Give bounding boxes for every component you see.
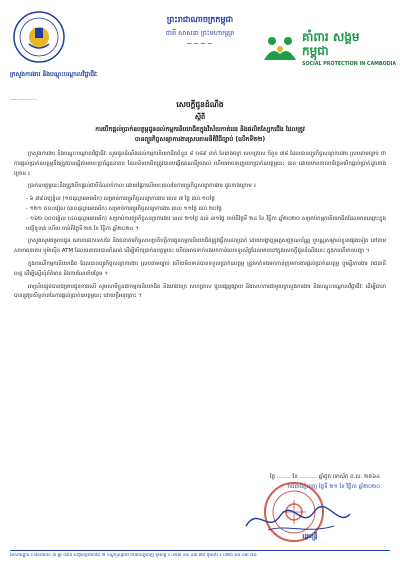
social-protection-khmer: គាំពារ សង្គម កម្ពុជា <box>302 30 360 58</box>
social-protection-title <box>302 30 397 67</box>
date-lunar: ថ្ងៃ ........ ខែ .......... ឆ្នាំជូត ទោស័ក ព.ស. ២៥៦៤ <box>269 474 380 480</box>
paragraph-1: ក្រសួងការងារ និងបណ្តុះបណ្តាលវិជ្ជាជីវៈ សូមជូនដំណឹងដល់កម្មករនិយោជិតចំនួន ៨ ០៨៩ នាក់ នៃរោងចក្រ សហគ្រាស ចំនួន ៧៨ ដែលបានព្យួរកិច្ចសន្យាការងារ ស្របតាមច្បាប់ ថាការផ្តល់ប្រាក់ឧបត្ថម្ភនឹងត្រូវបានធ្វើតាមរយៈប្រព័ន្ធធនាគារ ដែលនិយោជិតត្រូវបានបង្កើតគណនីរួចរាល់ ហើយអាចទាញយកប្រាក់ឧបត្ថម្ភនេះ បាន ដោយមានកាលបរិច្ឆេទបើកផ្តល់ប្រាក់ដូចខាងក្រោម ៖ <box>14 151 386 177</box>
document-body <box>14 150 386 305</box>
list-item: - ១២១ ៥០០រៀល (៣០ដុល្លារអាមេរិក) សម្រាប់ការព្យួរកិច្ចសន្យាការងារ ពេល ១១ថ្ងៃ ដល់ ២០ថ្ងៃ <box>26 205 386 215</box>
paragraph-4: ក្នុងករណីកម្មករនិយោជិត ដែលបានព្យួរកិច្ចសន្យាការងារ ស្របតាមច្បាប់ ហើយមិនទាន់បានទទួលប្រាក់ឧបត្ថម្ភ ត្រូវទាក់ទងមកកាន់ក្រុមការងារផ្តល់ប្រាក់ឧបត្ថម្ភ ឬមន្ទីរការងារ រាជធានី ខេត្ត ដើម្បីស្នើសុំព័ត៌មាន និងការណែនាំបន្ថែម ។ <box>14 260 386 277</box>
list-item: - ៦ ៧៩០ប្រៀល (១៥ដុល្លារអាមេរិក) សម្រាប់ការព្យួរកិច្ចសន្យាការងារ ពេល ៧ ថ្ងៃ ដល់ ១០ថ្ងៃ <box>26 195 386 205</box>
list-item: - ១៦២ ០០០រៀល (៤០ដុល្លារអាមេរិក) សម្រាប់ការព្យួរកិច្ចសន្យាការងារ ពេល ២១ថ្ងៃ ដល់ ៣១ថ្ងៃ ចាប់ពីថ្ងៃទី ២៤ ខែ វិច្ឆិកា ឆ្នាំ២០២០ សម្រាប់កម្មករនិយោជិតដែលមានឈ្មោះក្នុងបញ្ជីទូទាត់ ហើយ ចាប់ពីថ្ងៃទី ២៥ ខែ វិច្ឆិកា ឆ្នាំ២០២០ ។ <box>26 215 386 235</box>
social-protection-logo-icon <box>262 34 298 64</box>
footer-address: អាសយដ្ឋាន ៖ អគារលេខ ៣ ផ្លូវ ៥៩៨ សង្កាត់ច្រាំងចំរេះ ២ ខណ្ឌឬស្សីកែវ រាជធានីភ្នំពេញ ទូរស័ព្ទ ៖ ០២៣ ៨៨ ៤៣ ៧៥ ទូរសារ ៖ ០២៣ ៨៨ ៤៣ ៧៦ <box>10 553 257 558</box>
reference-number: ................. <box>10 96 38 102</box>
title-subject-line-1: ការបើកផ្តល់ប្រាក់ឧបត្ថម្ភជូនដល់កម្មករនិយោជិតក្នុងវិស័យកាត់ដេរ និងផលិតស្បែកជើង ដែលត្រូវ <box>95 126 305 133</box>
paragraph-5: អាស្រ័យដូចបានជម្រាបជូនខាងលើ សូមសាមីខ្លួនជាកម្មករនិយោជិត និងរោងចក្រ សហគ្រាស ជួយផ្សព្វផ្សាយ និងសហការជាមួយក្រសួងការងារ និងបណ្តុះបណ្តាលវិជ្ជាជីវៈ ដើម្បីធានាបាននូវប្រសិទ្ធភាពនៃការផ្តល់ប្រាក់ឧបត្ថម្ភនេះ ដោយក្តីអនុគ្រោះ ។ <box>14 283 386 300</box>
ministry-name: ក្រសួងការងារ និងបណ្តុះបណ្តាលវិជ្ជាជីវៈ <box>10 71 98 78</box>
title-notice: សេចក្តីជូនដំណឹង <box>176 100 224 109</box>
paragraph-2: ប្រាក់ឧបត្ថម្ភនេះនឹងត្រូវបើកផ្តល់ជាបីដំណាក់កាល ដោយផ្អែកលើរយៈពេលនៃការព្យួរកិច្ចសន្យាការងារ ដូចខាងក្រោម ៖ <box>28 183 256 190</box>
paragraph-3: ក្រសួងសូមជម្រាបជូន ធនាគារឯកទេសនៃ និងធនាគារកិច្ចសហប្រតិបត្តិការជូនកម្មករនិយោជិតត្រូវធ្វើការដកប្រាក់ ដោយបង្ហាញអត្តសញ្ញាណប័ណ្ណ ឬបណ្ណសម្គាល់ខ្លួនផ្សេងទៀត នៅតាមសាខាធនាគារ ឬម៉ាស៊ីន ATM ដែលធនាគារបានកំណត់ ដើម្បីបើកប្រាក់ឧបត្ថម្ភនេះ ហើយអាចទាក់ទងមកកាន់លេខទូរស័ព្ទដែលមាននៅក្នុងសេចក្តីជូនដំណឹងនេះ ក្នុងករណីមានបញ្ហា ។ <box>14 238 386 255</box>
title-about: ស្តីពី <box>194 113 206 121</box>
social-protection-english: SOCIAL PROTECTION IN CAMBODIA <box>302 62 397 67</box>
payment-list <box>14 195 386 234</box>
document-title <box>0 100 400 144</box>
date-solar: រាជធានីភ្នំពេញ ថ្ងៃទី ២១ ខែ វិច្ឆិកា ឆ្នាំ២០២០ <box>287 484 380 490</box>
kingdom-header <box>130 14 270 48</box>
footer-divider <box>10 550 390 551</box>
kingdom-title: ព្រះរាជាណាចក្រកម្ពុជា <box>166 15 234 24</box>
title-subject-line-2: បានព្យួរកិច្ចសន្យាការងារស្របតាមនីតិវិធីច្បាប់ (លើកទី២២) <box>134 136 266 143</box>
signer-title: រដ្ឋមន្ត្រី <box>302 533 318 540</box>
kingdom-motto: ជាតិ សាសនា ព្រះមហាក្សត្រ <box>165 29 235 37</box>
ministry-emblem-icon <box>12 10 66 64</box>
ornament: ~~~~ <box>186 40 214 48</box>
